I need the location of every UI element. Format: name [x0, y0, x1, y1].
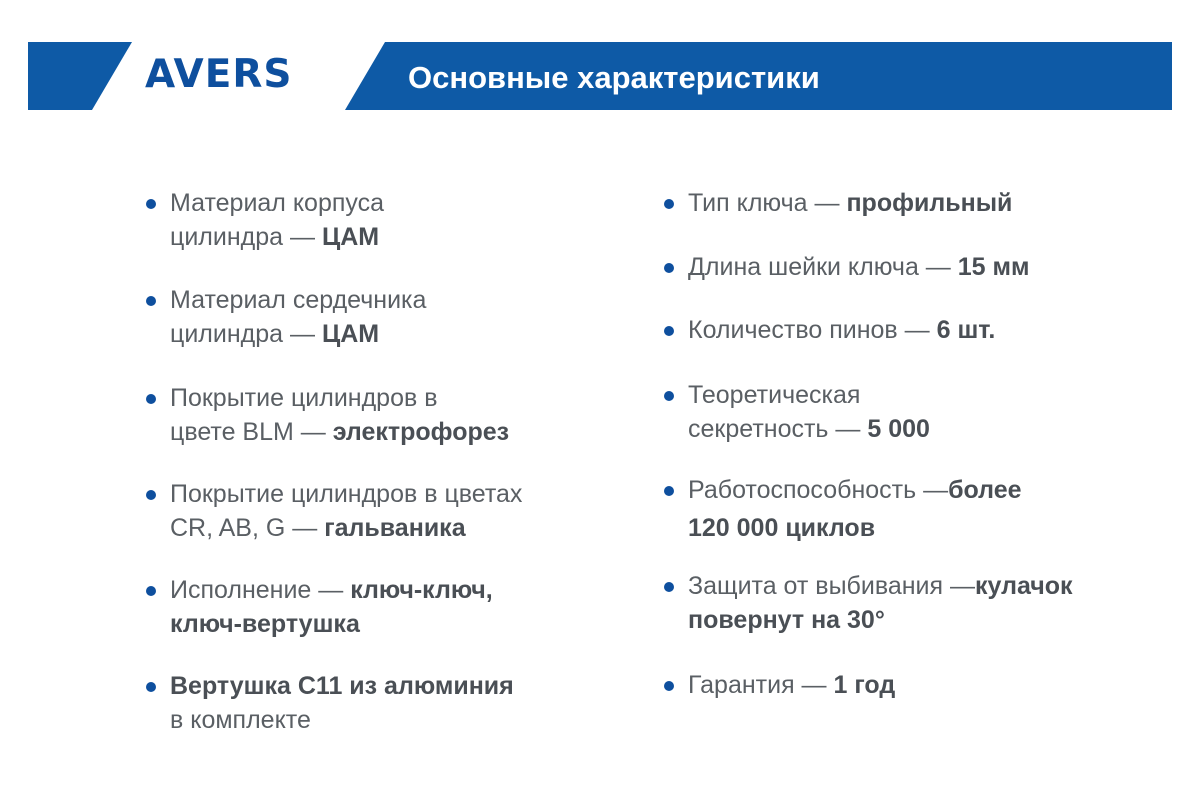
spec-line	[170, 703, 514, 737]
banner-left-stripe	[28, 42, 132, 110]
spec-value: повернут на 30°	[688, 606, 885, 634]
spec-label: Длина шейки ключа —	[688, 253, 958, 281]
spec-value: гальваника	[324, 514, 466, 542]
spec-label: Работоспособность —	[688, 476, 949, 504]
spec-line	[170, 669, 514, 703]
spec-line	[170, 415, 509, 449]
spec-value: профильный	[846, 189, 1013, 217]
spec-line	[170, 317, 426, 351]
bullet-icon	[664, 391, 674, 401]
spec-value: ключ-ключ,	[350, 576, 493, 604]
spec-text	[170, 381, 509, 449]
header-banner	[0, 0, 1200, 120]
bullet-icon	[664, 199, 674, 209]
spec-value: 15 мм	[957, 253, 1030, 281]
spec-label: секретность —	[688, 415, 868, 443]
spec-text	[688, 313, 995, 347]
bullet-icon	[664, 326, 674, 336]
spec-label: Материал корпуса	[170, 189, 385, 217]
spec-value: электрофорез	[332, 418, 510, 446]
spec-text	[688, 378, 930, 446]
bullet-icon	[146, 296, 156, 306]
spec-line	[688, 603, 1073, 637]
spec-label: Защита от выбивания —	[688, 572, 975, 600]
spec-text	[170, 669, 514, 737]
spec-text	[170, 283, 426, 351]
spec-line	[170, 477, 522, 511]
spec-line	[170, 186, 384, 220]
spec-text	[688, 250, 1030, 284]
spec-value: ключ-вертушка	[170, 610, 360, 638]
spec-line	[688, 511, 1022, 545]
spec-line	[170, 220, 384, 254]
spec-value: более	[948, 476, 1022, 504]
spec-line	[688, 412, 930, 446]
spec-text	[170, 186, 384, 254]
spec-label: CR, AB, G —	[170, 514, 325, 542]
spec-label: Покрытие цилиндров в цветах	[170, 480, 523, 508]
spec-label: Материал сердечника	[170, 286, 427, 314]
spec-text	[688, 569, 1073, 637]
spec-text	[170, 477, 522, 545]
spec-line	[688, 250, 1030, 284]
spec-text	[170, 573, 493, 641]
spec-label: цвете BLM —	[170, 418, 333, 446]
spec-line	[688, 313, 995, 347]
spec-line	[688, 378, 930, 412]
spec-value: кулачок	[975, 572, 1073, 600]
spec-line	[688, 186, 1012, 220]
spec-label: Покрытие цилиндров в	[170, 384, 438, 412]
bullet-icon	[664, 486, 674, 496]
bullet-icon	[664, 582, 674, 592]
bullet-icon	[146, 682, 156, 692]
bullet-icon	[146, 199, 156, 209]
spec-value: ЦАМ	[321, 223, 380, 251]
spec-line	[688, 473, 1022, 507]
spec-label: Гарантия —	[688, 671, 834, 699]
spec-line	[688, 569, 1073, 603]
spec-value: ЦАМ	[321, 320, 380, 348]
spec-label: Теоретическая	[688, 381, 861, 409]
spec-label: в комплекте	[170, 706, 311, 734]
spec-line	[170, 381, 509, 415]
bullet-icon	[146, 490, 156, 500]
spec-label: цилиндра —	[170, 320, 322, 348]
spec-line	[170, 511, 522, 545]
spec-line	[688, 668, 895, 702]
spec-label: Количество пинов —	[688, 316, 937, 344]
spec-text	[688, 473, 1022, 545]
spec-value: Вертушка С11 из алюминия	[170, 672, 514, 700]
spec-text	[688, 186, 1012, 220]
spec-line	[170, 573, 493, 607]
spec-value: 6 шт.	[936, 316, 996, 344]
spec-label: Тип ключа —	[688, 189, 847, 217]
spec-value: 5 000	[867, 415, 930, 443]
spec-line	[170, 607, 493, 641]
bullet-icon	[146, 586, 156, 596]
spec-label: цилиндра —	[170, 223, 322, 251]
spec-label: Исполнение —	[170, 576, 351, 604]
spec-value: 120 000 циклов	[688, 514, 876, 542]
avers-logo: AVERS	[145, 52, 293, 97]
bullet-icon	[664, 263, 674, 273]
spec-text	[688, 668, 895, 702]
bullet-icon	[664, 681, 674, 691]
page-title: Основные характеристики	[408, 60, 820, 95]
spec-value: 1 год	[833, 671, 896, 699]
bullet-icon	[146, 394, 156, 404]
spec-line	[170, 283, 426, 317]
